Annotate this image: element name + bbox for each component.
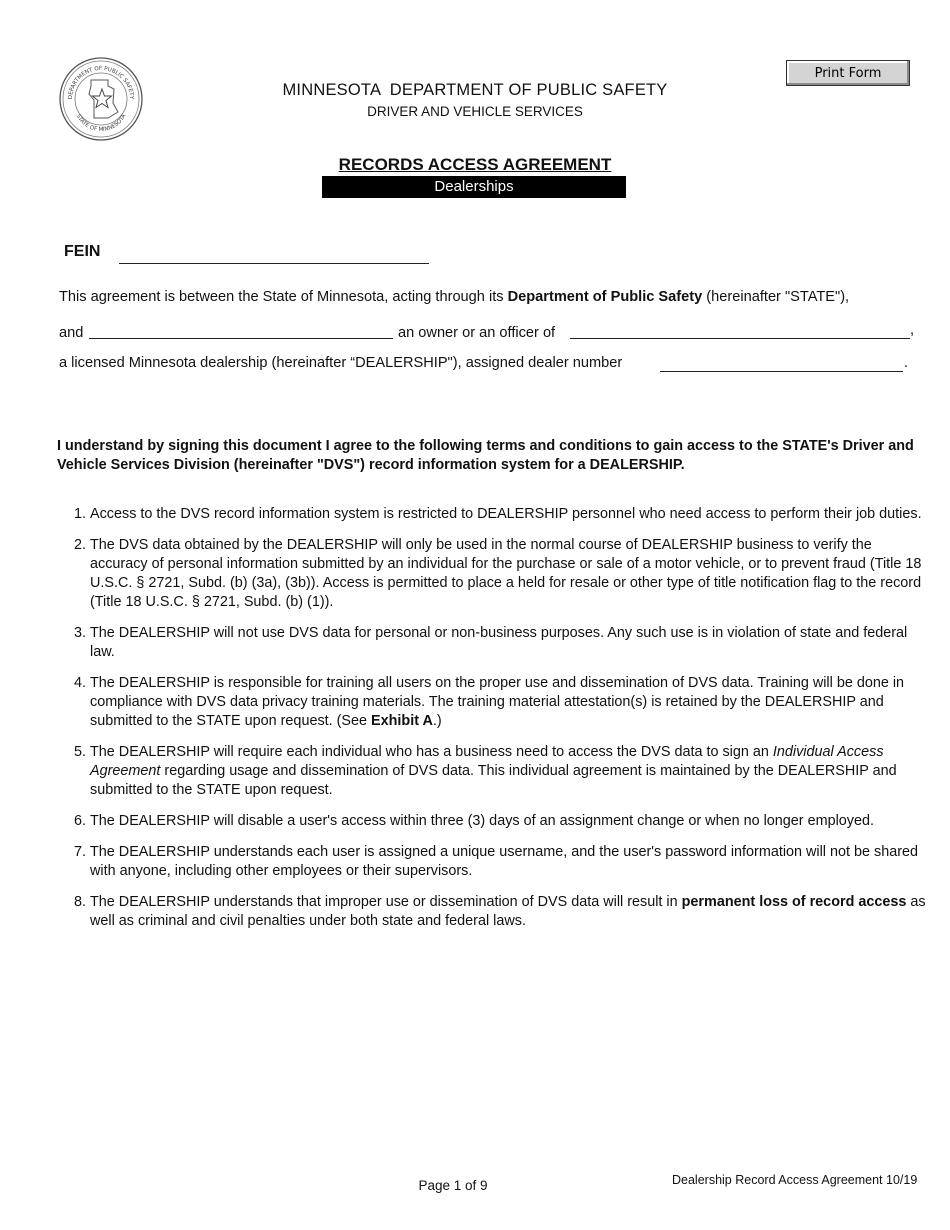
terms-intro: I understand by signing this document I agree to the following terms and conditions to gain access to the STATE's Driver and Vehicle Services Division (hereinafter "DVS") record information system for a DEALERSHIP. [57, 438, 914, 473]
term-item [90, 505, 930, 524]
term-item [90, 812, 930, 831]
parties-text-post: (hereinafter "STATE"), [702, 289, 850, 305]
agency-name: MINNESOTA DEPARTMENT OF PUBLIC SAFETY [282, 81, 668, 99]
term-item [90, 536, 930, 612]
page-title: RECORDS ACCESS AGREEMENT [338, 155, 612, 174]
individual-access-agreement-reference: Individual Access Agreement [90, 744, 884, 779]
term-4-text-end: .) [432, 713, 442, 729]
period-text: . [904, 355, 909, 371]
term-item [90, 674, 930, 731]
term-2-text: The DVS data obtained by the DEALERSHIP will only be used in the normal course of DEALERSHIP business to verify the accuracy of personal information submitted by an individual for the purchase or sale of a motor vehicle, or to prevent fraud (Title 18 U.S.C. § 2721, Subd. (b) (3a), (3b)). Access is permitted to place a held for resale or other type of title notification flag to the record (Title 18 U.S.C. § 2721, Subd. (b) (1)). [90, 537, 922, 610]
dealership-name-input[interactable] [570, 322, 910, 339]
dealer-number-input[interactable] [660, 355, 903, 372]
dealer-number-label: a licensed Minnesota dealership (hereinafter “DEALERSHIP"), assigned dealer number [59, 355, 623, 371]
term-1-text: Access to the DVS record information system is restricted to DEALERSHIP personnel who need access to perform their job duties. [90, 506, 922, 522]
term-item [90, 843, 930, 881]
comma-text: , [910, 322, 915, 338]
owner-officer-text: an owner or an officer of [398, 325, 556, 341]
term-3-text: The DEALERSHIP will not use DVS data for personal or non-business purposes. Any such use is in violation of state and federal law. [90, 625, 908, 660]
term-item [90, 624, 930, 662]
parties-department: Department of Public Safety [507, 289, 703, 305]
svg-text:DEPARTMENT OF PUBLIC SAFETY: DEPARTMENT OF PUBLIC SAFETY [67, 65, 135, 100]
fein-input[interactable] [119, 247, 429, 264]
term-5-text-end: regarding usage and dissemination of DVS data. This individual agreement is maintained by the DEALERSHIP and submitted to the STATE upon request. [90, 763, 897, 798]
page-number: Page 1 of 9 [418, 1178, 488, 1193]
term-item [90, 893, 930, 931]
and-label: and [59, 325, 84, 341]
parties-text-pre: This agreement is between the State of Minnesota, acting through its [59, 289, 508, 305]
page-subtitle: Dealerships [322, 176, 626, 198]
form-identifier: Dealership Record Access Agreement 10/19 [672, 1173, 918, 1187]
fein-label: FEIN [64, 243, 101, 260]
term-6-text: The DEALERSHIP will disable a user's access within three (3) days of an assignment change or when no longer employed. [90, 813, 874, 829]
division-name: DRIVER AND VEHICLE SERVICES [367, 104, 583, 119]
term-5-text: The DEALERSHIP will require each individual who has a business need to access the DVS data to sign an [90, 744, 773, 760]
terms-list [57, 505, 930, 943]
owner-name-input[interactable] [89, 322, 393, 339]
agreement-parties-line [59, 289, 849, 305]
exhibit-a-reference: Exhibit A [371, 713, 433, 729]
term-8-text-end: as well as criminal and civil penalties under both state and federal laws. [90, 894, 926, 929]
term-item [90, 743, 930, 800]
term-4-text: The DEALERSHIP is responsible for training all users on the proper use and dissemination of DVS data. Training will be done in compliance with DVS data privacy training materials. The training material attestation(s) is retained by the DEALERSHIP and submitted to the STATE upon request. (See [90, 675, 905, 729]
permanent-loss-warning: permanent loss of record access [681, 894, 907, 910]
term-7-text: The DEALERSHIP understands each user is assigned a unique username, and the user's password information will not be shared with anyone, including other employees or their supervisors. [90, 844, 919, 879]
print-form-button[interactable]: Print Form [786, 60, 910, 86]
term-8-text: The DEALERSHIP understands that improper use or dissemination of DVS data will result in [90, 894, 682, 910]
svg-text:STATE OF MINNESOTA: STATE OF MINNESOTA [74, 113, 128, 134]
